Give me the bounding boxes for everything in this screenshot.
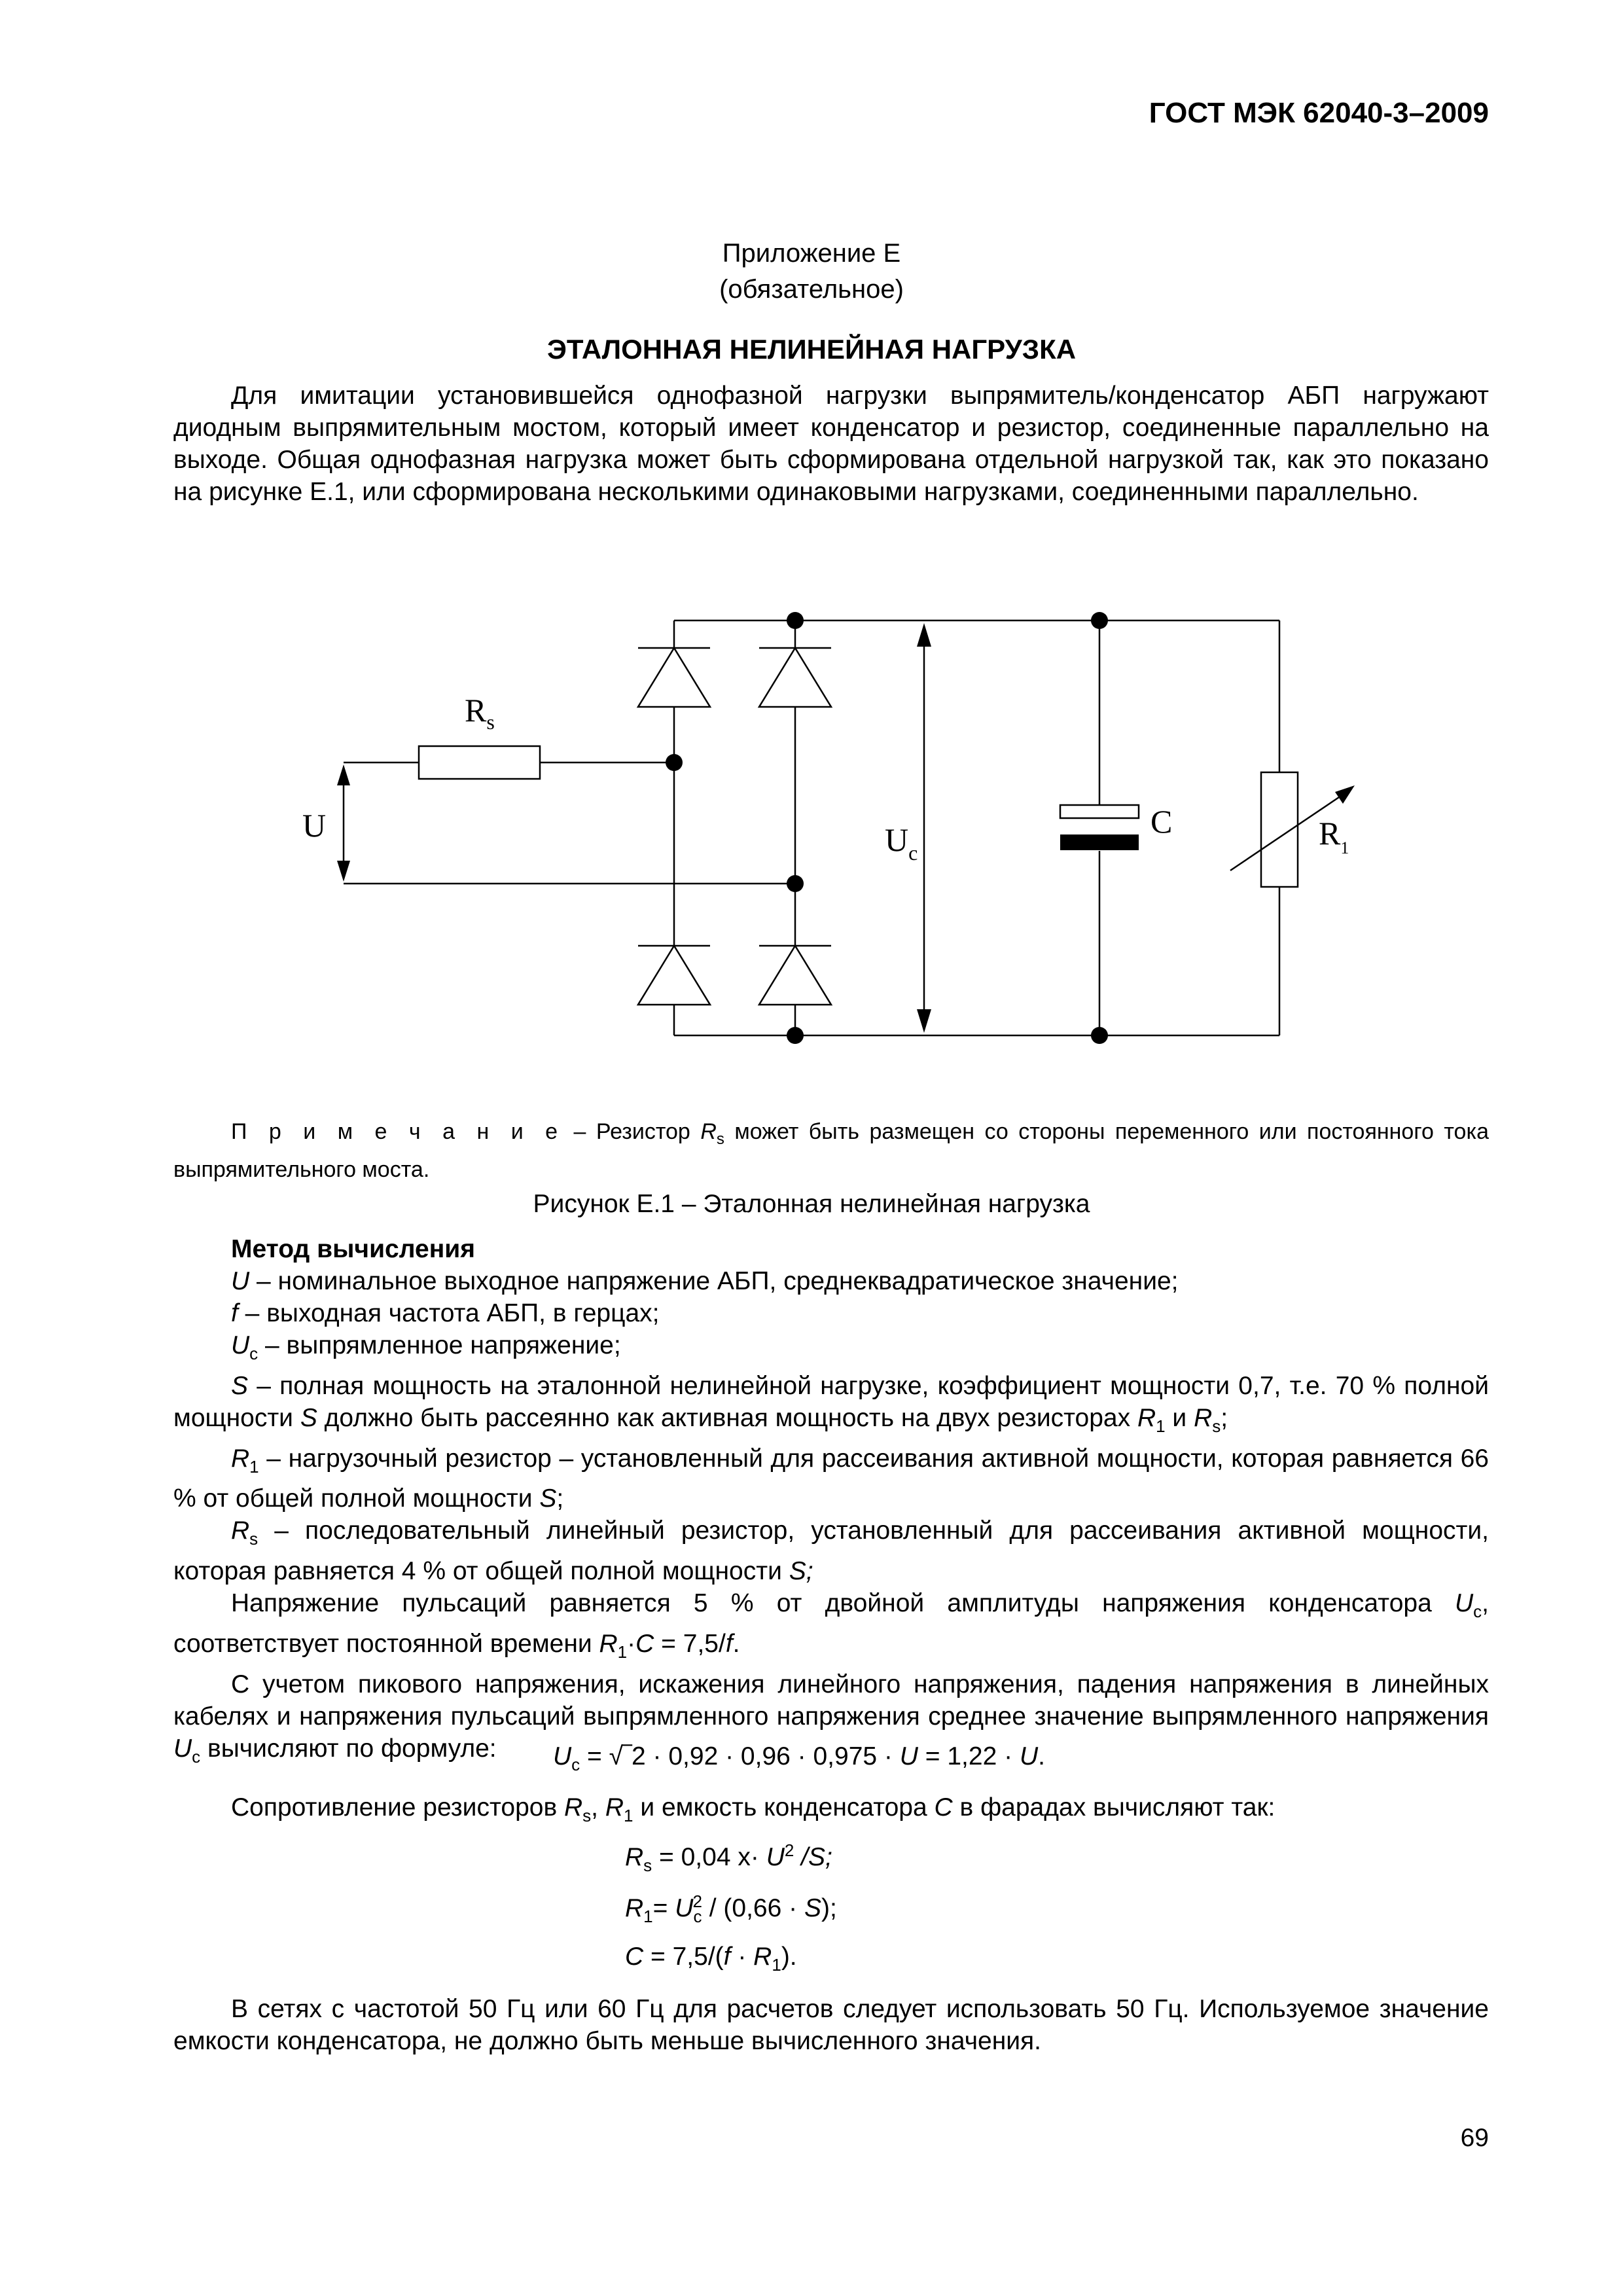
def-r1: $R_1$ – нагрузочный резистор – установленный для рассеивания активной мощности, которая равняется 66 % от общей полной мощности S; (173, 1444, 1489, 1513)
rs-resistor-body (419, 746, 540, 779)
appendix-title: ЭТАЛОННАЯ НЕЛИНЕЙНАЯ НАГРУЗКА (546, 334, 1077, 365)
def-f: f – выходная частота АБП, в герцах; (231, 1299, 660, 1327)
intro-text: Для имитации установившейся однофазной нагрузки выпрямитель/конденсатор АБП нагружают диодным выпрямительным мостом, который имеет конденсатор и резистор, соединенные параллельно на выходе. Общая однофазная нагрузка может быть сформирована отдельной нагрузкой так, как это показано на рисунке Е.1, или сформирована несколькими одинаковыми нагрузками, соединенными параллельно. (173, 382, 1489, 506)
figure-caption: Рисунок Е.1 – Эталонная нелинейная нагрузка (533, 1190, 1090, 1218)
document-code: ГОСТ МЭК 62040-3–2009 (1149, 97, 1489, 129)
junction-dot (1091, 1027, 1108, 1044)
junction-dot (1091, 612, 1108, 629)
label-rs: $R_s$ (465, 692, 495, 734)
label-u: U (302, 807, 327, 844)
ripple-paragraph: Напряжение пульсаций равняется 5 % от двойной амплитуды напряжения конденсатора $U_c$, соответствует постоянной времени $R_1\cdot C = 7,5/f$. (173, 1589, 1489, 1662)
def-s: S – полная мощность на эталонной нелинейной нагрузке, коэффициент мощности 0,7, т.е. 70 % полной мощности S должно быть рассеянно как активная мощность на двух резисторах $R_1$ и $R_s$; (173, 1371, 1489, 1436)
capacitor-plate-top (1060, 805, 1139, 818)
appendix-status: (обязательное) (719, 275, 904, 304)
label-c: C (1150, 803, 1173, 840)
peak-paragraph: С учетом пикового напряжения, искажения линейного напряжения, падения напряжения в линейных кабелях и напряжения пульсаций выпрямленного напряжения среднее значение выпрямленного напряжения $U_c$ вычисляют по формуле: (173, 1670, 1489, 1767)
figure-note: П р и м е ч а н и е – Резистор $R_s$ может быть размещен со стороны переменного или постоянного тока выпрямительного моста. (173, 1119, 1489, 1182)
circuit-diagram (0, 0, 1623, 1113)
def-u: U – номинальное выходное напряжение АБП, среднеквадратическое значение; (231, 1267, 1179, 1295)
capacitor-plate-bottom (1060, 834, 1139, 850)
method-section (173, 1233, 1489, 1773)
u-arrowhead-down (337, 861, 350, 882)
formula-rs: $R_s = 0,04$ $x\cdot U^2$ /S; (625, 1840, 832, 1875)
page-number: 69 (1460, 2124, 1489, 2152)
label-uc: $U_c$ (885, 821, 918, 865)
method-heading: Метод вычисления (231, 1235, 475, 1263)
diode-bottom-left (638, 946, 710, 1005)
final-paragraph: В сетях с частотой 50 Гц или 60 Гц для расчетов следует использовать 50 Гц. Используемое значение емкости конденсатора, не должно быть меньше вычисленного значения. (173, 1995, 1489, 2055)
appendix-label: Приложение Е (722, 239, 901, 268)
formula-r1: $R_1= U_c^2 / (0,66 \cdot S)$; (625, 1892, 837, 1926)
note-prefix: П р и м е ч а н и е (231, 1119, 564, 1144)
label-r1: $R_1$ (1319, 815, 1349, 857)
formula-c: $C = 7,5/(f \cdot R_1)$. (625, 1943, 797, 1975)
diode-top-left (638, 648, 710, 707)
junction-dot (787, 875, 804, 892)
def-rs: $R_s$ – последовательный линейный резистор, установленный для рассеивания активной мощности, которая равняется 4 % от общей полной мощности S; (173, 1516, 1489, 1586)
r1-variable-arrowhead (1335, 785, 1355, 804)
uc-arrowhead-up (917, 623, 931, 647)
u-arrowhead-up (337, 764, 350, 785)
diode-bottom-right (759, 946, 831, 1005)
uc-arrowhead-down (917, 1009, 931, 1033)
def-uc: $U_c$ – выпрямленное напряжение; (231, 1331, 621, 1363)
junction-dot (666, 754, 683, 771)
junction-dot (787, 1027, 804, 1044)
resist-paragraph: Сопротивление резисторов $R_s$, $R_1$ и емкость конденсатора C в фарадах вычисляют так: (231, 1793, 1275, 1825)
diode-top-right (759, 648, 831, 707)
formula-uc: $U_c$ = √‾2 · 0,92 · 0,96 · 0,975 · U = 1,22 · U. (553, 1742, 1045, 1774)
junction-dot (787, 612, 804, 629)
